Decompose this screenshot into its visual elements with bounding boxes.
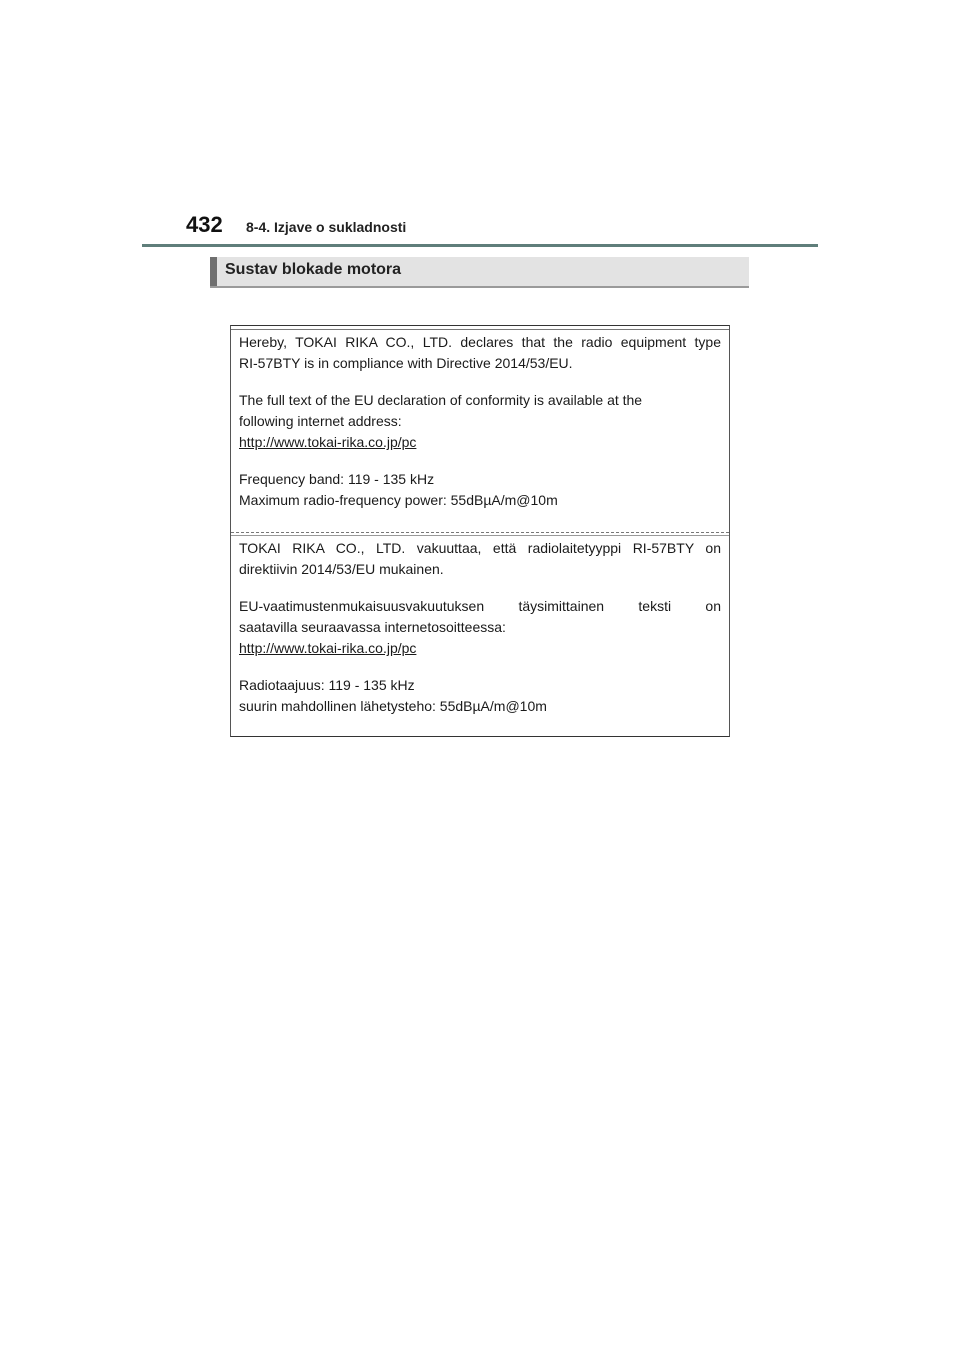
declaration-en-url-link[interactable]: http://www.tokai-rika.co.jp/pc xyxy=(239,434,417,450)
heading-accent-bar xyxy=(210,257,217,286)
declaration-en-line-2: RI-57BTY is in compliance with Directive 2014/53/EU. xyxy=(239,355,573,371)
box-inner-top-rule xyxy=(231,329,729,330)
declaration-en-frequency: Frequency band: 119 - 135 kHz xyxy=(239,471,435,487)
declaration-box xyxy=(230,325,730,737)
language-divider-rule xyxy=(231,535,729,536)
section-heading-title: Sustav blokade motora xyxy=(225,261,402,278)
declaration-fi-power: suurin mahdollinen lähetysteho: 55dBµA/m@10m xyxy=(239,698,547,714)
declaration-fi-line-1: TOKAI RIKA CO., LTD. vakuuttaa, että radiolaitetyyppi RI-57BTY on xyxy=(239,540,721,556)
language-divider xyxy=(231,532,729,533)
declaration-fi-line-4: saatavilla seuraavassa internetosoitteessa: xyxy=(239,619,506,635)
declaration-fi-frequency: Radiotaajuus: 119 - 135 kHz xyxy=(239,677,415,693)
header-rule xyxy=(142,244,818,247)
section-heading xyxy=(210,257,749,288)
spacer xyxy=(239,374,721,390)
section-label: 8-4. Izjave o sukladnosti xyxy=(246,219,407,235)
declaration-fi-url-link[interactable]: http://www.tokai-rika.co.jp/pc xyxy=(239,640,417,656)
spacer xyxy=(239,580,721,596)
spacer xyxy=(239,453,721,469)
declaration-en-line-1: Hereby, TOKAI RIKA CO., LTD. declares that the radio equipment type xyxy=(239,334,721,350)
declaration-en-power: Maximum radio-frequency power: 55dBµA/m@10m xyxy=(239,492,558,508)
spacer xyxy=(239,659,721,675)
declaration-fi-line-2: direktiivin 2014/53/EU mukainen. xyxy=(239,561,444,577)
declaration-en-line-4: following internet address: xyxy=(239,413,402,429)
declaration-en-line-3: The full text of the EU declaration of conformity is available at the xyxy=(239,392,643,408)
page-number: 432 xyxy=(186,212,223,237)
declaration-english xyxy=(239,332,721,511)
declaration-finnish xyxy=(239,538,721,717)
declaration-fi-line-3: EU-vaatimustenmukaisuusvakuutuksen täysimittainen teksti on xyxy=(239,598,721,614)
